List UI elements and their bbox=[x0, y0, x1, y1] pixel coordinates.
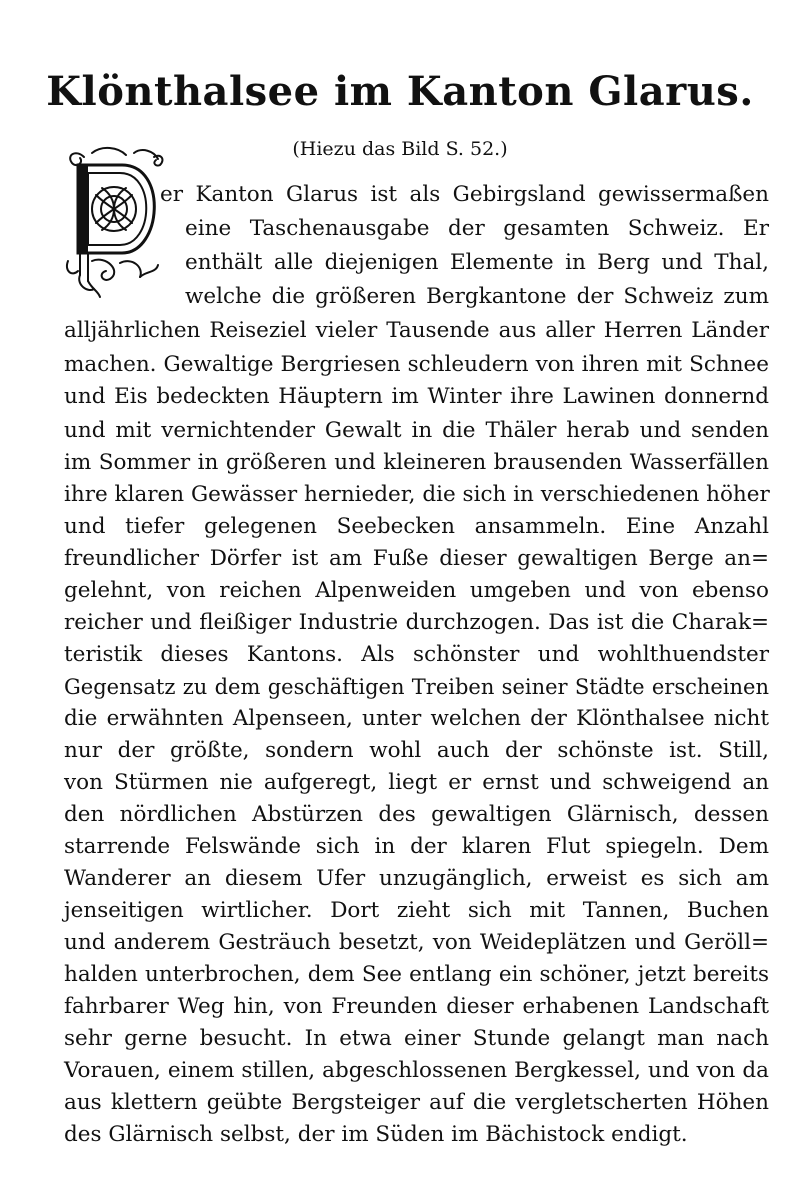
body-line: reicher und fleißiger Industrie durchzogen. Das ist die Charak= bbox=[64, 610, 769, 635]
body-line: freundlicher Dörfer ist am Fuße dieser gewaltigen Berge an= bbox=[64, 546, 769, 571]
picture-reference: (Hiezu das Bild S. 52.) bbox=[292, 138, 508, 160]
body-line: und anderem Gesträuch besetzt, von Weideplätzen und Geröll= bbox=[64, 930, 769, 955]
body-line: machen. Gewaltige Bergriesen schleudern von ihren mit Schnee bbox=[64, 352, 769, 377]
body-line: Wanderer an diesem Ufer unzugänglich, erweist es sich am bbox=[64, 866, 769, 891]
body-line: welche die größeren Bergkantone der Schweiz zum bbox=[185, 284, 769, 309]
body-line: starrende Felswände sich in der klaren Flut spiegeln. Dem bbox=[64, 834, 769, 859]
body-line: im Sommer in größeren und kleineren brausenden Wasserfällen bbox=[64, 450, 769, 475]
body-line: aus klettern geübte Bergsteiger auf die vergletscherten Höhen bbox=[64, 1090, 769, 1115]
body-line: eine Taschenausgabe der gesamten Schweiz. Er bbox=[185, 216, 769, 241]
body-line: fahrbarer Weg hin, von Freunden dieser erhabenen Landschaft bbox=[64, 994, 769, 1019]
body-line: und mit vernichtender Gewalt in die Thäler herab und senden bbox=[64, 418, 769, 443]
body-line: und Eis bedeckten Häuptern im Winter ihre Lawinen donnernd bbox=[64, 384, 769, 409]
body-line: jenseitigen wirtlicher. Dort zieht sich mit Tannen, Buchen bbox=[64, 898, 769, 923]
ornamental-dropcap-d bbox=[62, 143, 172, 303]
body-line: ihre klaren Gewässer hernieder, die sich in verschiedenen höher bbox=[64, 482, 770, 507]
body-line: von Stürmen nie aufgeregt, liegt er ernst und schweigend an bbox=[64, 770, 769, 795]
body-line: enthält alle diejenigen Elemente in Berg und Thal, bbox=[185, 250, 769, 275]
body-line: alljährlichen Reiseziel vieler Tausende aus aller Herren Länder bbox=[64, 318, 769, 343]
body-line: Vorauen, einem stillen, abgeschlossenen Bergkessel, und von da bbox=[64, 1058, 769, 1083]
body-line: halden unterbrochen, dem See entlang ein schöner, jetzt bereits bbox=[64, 962, 769, 987]
body-line: gelehnt, von reichen Alpenweiden umgeben und von ebenso bbox=[64, 578, 769, 603]
body-line: er Kanton Glarus ist als Gebirgsland gewissermaßen bbox=[160, 182, 769, 207]
body-line: und tiefer gelegenen Seebecken ansammeln. Eine Anzahl bbox=[64, 514, 769, 539]
body-line: Gegensatz zu dem geschäftigen Treiben seiner Städte erscheinen bbox=[64, 675, 769, 699]
body-line: des Glärnisch selbst, der im Süden im Bächistock endigt. bbox=[64, 1122, 688, 1147]
body-line: den nördlichen Abstürzen des gewaltigen Glärnisch, dessen bbox=[64, 802, 769, 827]
article-title: Klönthalsee im Kanton Glarus. bbox=[46, 68, 754, 115]
body-line: sehr gerne besucht. In etwa einer Stunde gelangt man nach bbox=[64, 1026, 769, 1051]
body-line: die erwähnten Alpenseen, unter welchen der Klönthalsee nicht bbox=[64, 706, 769, 731]
body-line: teristik dieses Kantons. Als schönster und wohlthuendster bbox=[64, 642, 769, 667]
body-line: nur der größte, sondern wohl auch der schönste ist. Still, bbox=[64, 738, 769, 763]
